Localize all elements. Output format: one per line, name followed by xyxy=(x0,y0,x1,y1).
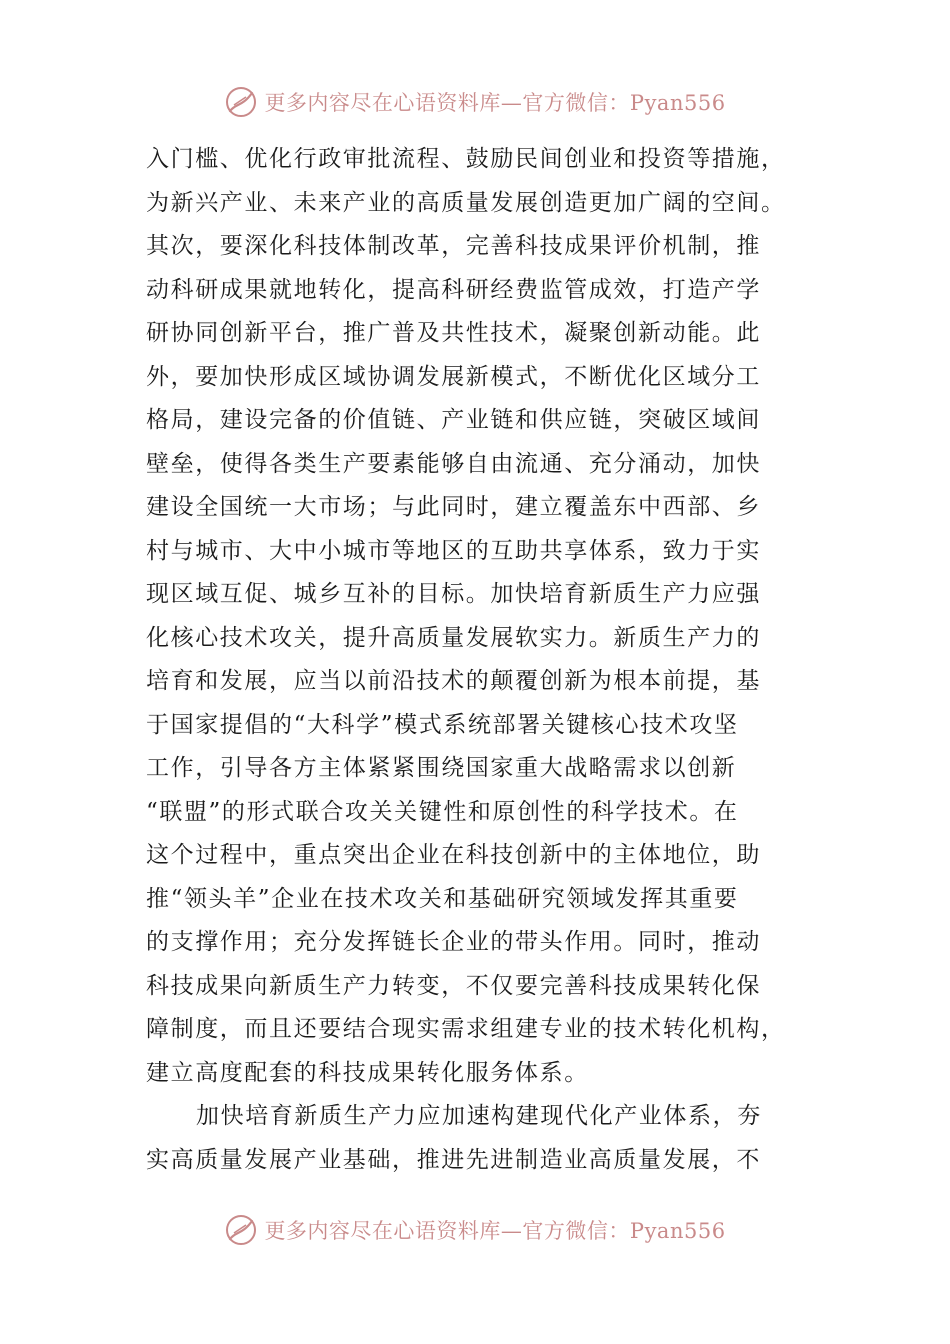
text-line: 研协同创新平台，推广普及共性技术，凝聚创新动能。此 xyxy=(146,320,761,346)
text-line: 建设全国统一大市场；与此同时，建立覆盖东中西部、乡 xyxy=(146,494,761,520)
text-line: 其次，要深化科技体制改革，完善科技成果评价机制，推 xyxy=(146,233,761,259)
text-line: 现区域互促、城乡互补的目标。加快培育新质生产力应强 xyxy=(146,581,761,607)
text-line: 入门槛、优化行政审批流程、鼓励民间创业和投资等措施， xyxy=(146,146,786,172)
paragraph-first-line: 加快培育新质生产力应加速构建现代化产业体系，夯 xyxy=(196,1103,762,1129)
footer-banner-text: 更多内容尽在心语资料库—官方微信：Pyan556 xyxy=(264,1219,726,1243)
header-banner xyxy=(0,82,950,122)
pen-signature-logo-icon xyxy=(224,85,258,119)
pen-signature-logo-icon xyxy=(224,1213,258,1247)
text-line: 的支撑作用；充分发挥链长企业的带头作用。同时，推动 xyxy=(146,929,761,955)
header-banner-text: 更多内容尽在心语资料库—官方微信：Pyan556 xyxy=(264,91,726,115)
text-line: “联盟”的形式联合攻关关键性和原创性的科学技术。在 xyxy=(146,798,739,825)
text-line: 壁垒，使得各类生产要素能够自由流通、充分涌动，加快 xyxy=(146,450,761,477)
text-line: 于国家提倡的“大科学”模式系统部署关键核心技术攻坚 xyxy=(146,711,739,738)
text-line: 为新兴产业、未来产业的高质量发展创造更加广阔的空间。 xyxy=(146,189,786,216)
text-line: 这个过程中，重点突出企业在科技创新中的主体地位，助 xyxy=(146,842,761,868)
text-line: 实高质量发展产业基础，推进先进制造业高质量发展，不 xyxy=(146,1146,761,1173)
text-line: 培育和发展，应当以前沿技术的颠覆创新为根本前提，基 xyxy=(146,668,761,694)
text-line: 格局，建设完备的价值链、产业链和供应链，突破区域间 xyxy=(146,407,761,433)
text-line: 工作，引导各方主体紧紧围绕国家重大战略需求以创新 xyxy=(146,755,737,781)
text-line: 推“领头羊”企业在技术攻关和基础研究领域发挥其重要 xyxy=(146,885,739,912)
text-line: 建立高度配套的科技成果转化服务体系。 xyxy=(146,1059,589,1086)
text-line: 障制度，而且还要结合现实需求组建专业的技术转化机构， xyxy=(146,1016,786,1042)
footer-banner xyxy=(0,1210,950,1250)
document-body xyxy=(146,138,796,1182)
text-line: 村与城市、大中小城市等地区的互助共享体系，致力于实 xyxy=(146,537,761,564)
text-line: 外，要加快形成区域协调发展新模式，不断优化区域分工 xyxy=(146,363,761,390)
text-line: 动科研成果就地转化，提高科研经费监管成效，打造产学 xyxy=(146,276,761,303)
text-line: 化核心技术攻关，提升高质量发展软实力。新质生产力的 xyxy=(146,624,761,651)
text-line: 科技成果向新质生产力转变，不仅要完善科技成果转化保 xyxy=(146,972,761,999)
